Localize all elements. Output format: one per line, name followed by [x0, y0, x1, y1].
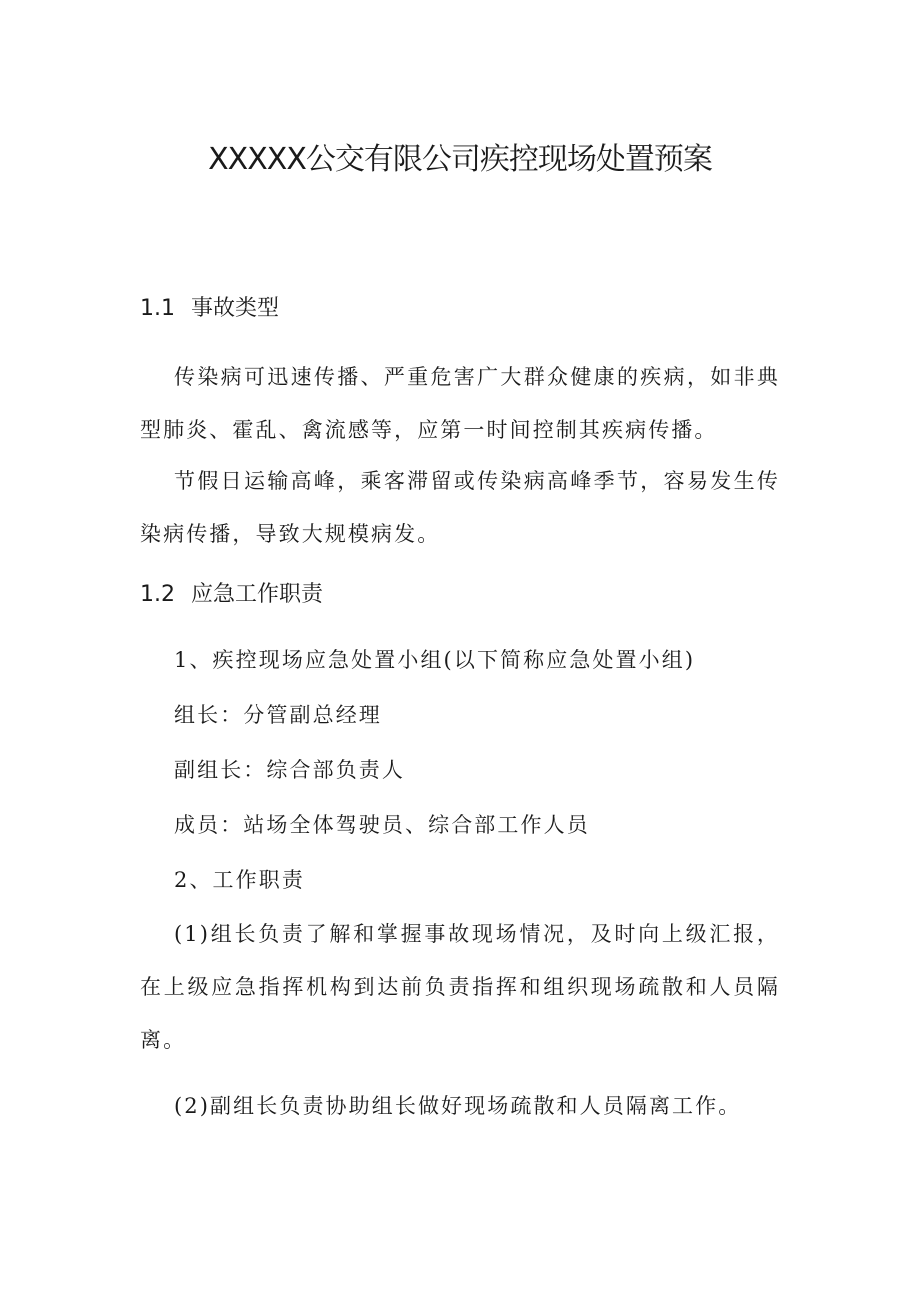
paragraph-accident-type-2: 节假日运输高峰，乘客滞留或传染病高峰季节，容易发生传染病传播，导致大规模病发。 — [140, 469, 780, 546]
list-item-duties: 2、工作职责 — [174, 868, 305, 892]
section-title: 事故类型 — [191, 296, 280, 321]
paragraph-duty-1: (1)组长负责了解和掌握事故现场情况，及时向上级汇报，在上级应急指挥机构到达前负责指挥和组织现场疏散和人员隔离。 — [140, 922, 780, 1052]
section-title: 应急工作职责 — [191, 582, 324, 607]
list-item-deputy-leader: 副组长：综合部负责人 — [174, 758, 405, 782]
list-item-leader: 组长：分管副总经理 — [174, 703, 382, 727]
list-item-members: 成员：站场全体驾驶员、综合部工作人员 — [174, 813, 590, 837]
section-number: 1.2 — [140, 582, 175, 607]
section-heading-1-1 — [140, 294, 279, 324]
paragraph-duty-2: (2)副组长负责协助组长做好现场疏散和人员隔离工作。 — [174, 1094, 742, 1118]
list-item-group: 1、疾控现场应急处置小组(以下简称应急处置小组) — [174, 648, 696, 672]
section-heading-1-2 — [140, 580, 323, 610]
paragraph-accident-type-1: 传染病可迅速传播、严重危害广大群众健康的疾病，如非典型肺炎、霍乱、禽流感等，应第一时间控制其疾病传播。 — [140, 365, 780, 442]
document-title: XXXXX公交有限公司疾控现场处置预案 — [208, 142, 712, 177]
section-number: 1.1 — [140, 296, 175, 321]
